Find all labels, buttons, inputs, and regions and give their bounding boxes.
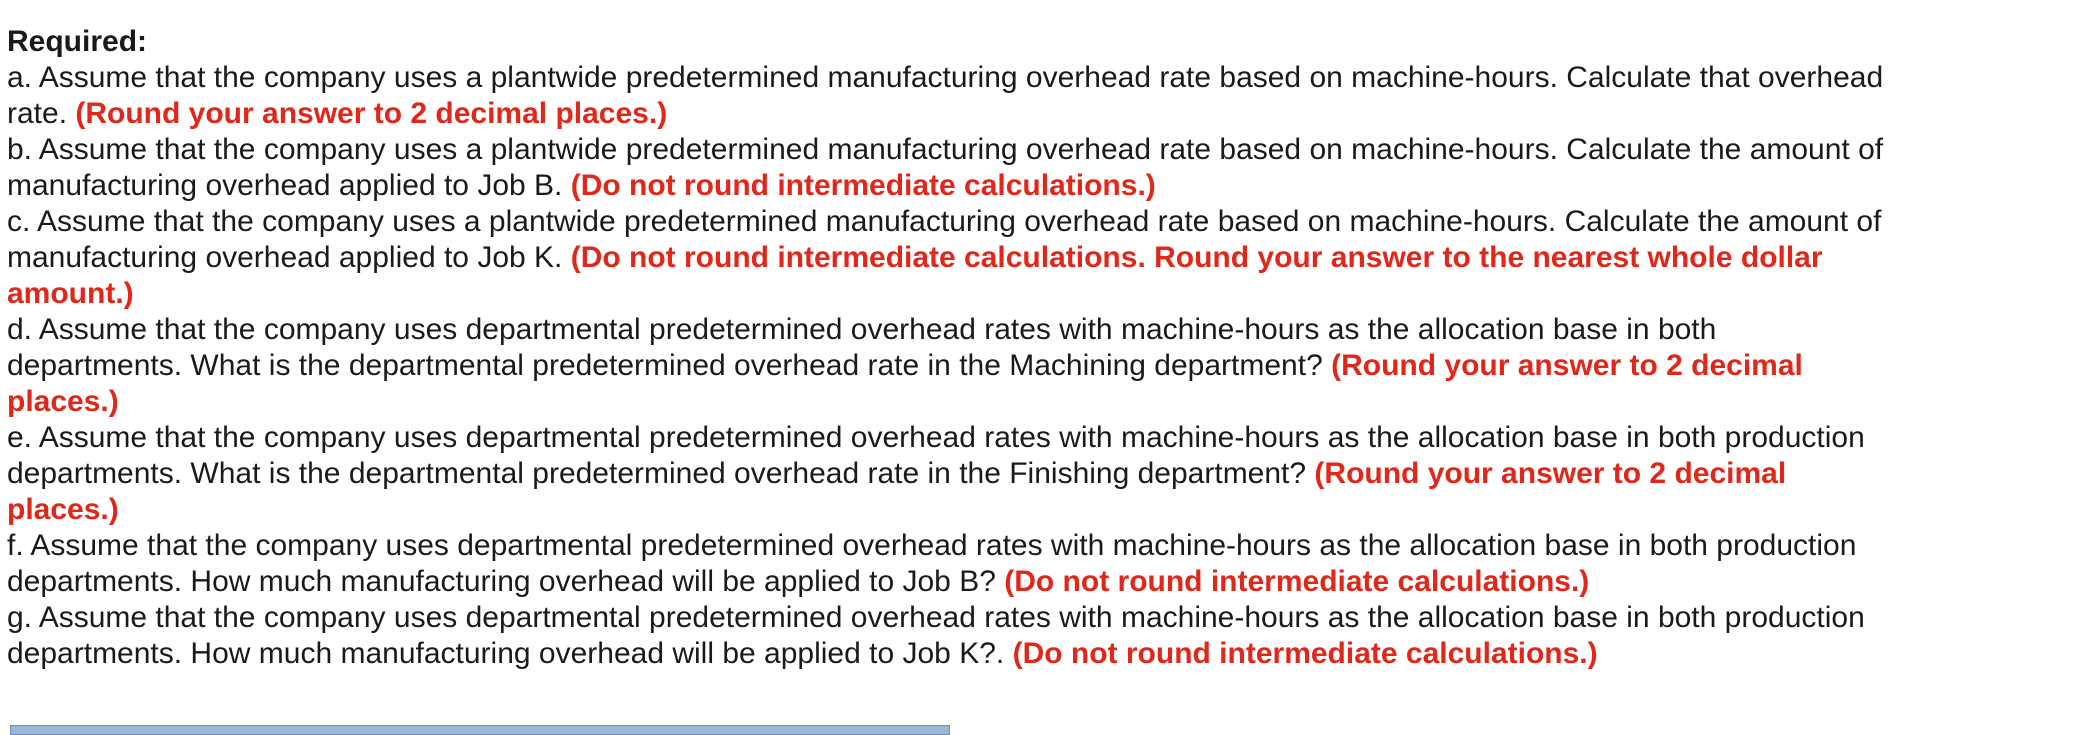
required-heading: Required: — [7, 25, 148, 58]
rounding-note: (Round your answer to 2 decimal places.) — [75, 97, 668, 130]
rounding-note: (Do not round intermediate calculations.) — [1004, 565, 1590, 598]
requirement-text: c. Assume that the company uses a plantwide predetermined manufacturing overhead rate based on machine-hours. Calculate the amount of manufacturing overhead applied to Job K. — [7, 205, 1882, 274]
requirement-a — [7, 60, 2077, 132]
answer-table-header — [10, 725, 950, 735]
requirement-text: d. Assume that the company uses departmental predetermined overhead rates with machine-hours as the allocation base in both departments. What is the departmental predetermined overhead rate in the Machining department? — [7, 313, 1717, 382]
requirement-b — [7, 132, 2077, 204]
rounding-note: (Do not round intermediate calculations.) — [1012, 637, 1598, 670]
requirement-text: e. Assume that the company uses departmental predetermined overhead rates with machine-hours as the allocation base in both production departments. What is the departmental predetermined overhead rate in the Finishing department? — [7, 421, 1865, 490]
requirements-list — [7, 60, 2077, 672]
rounding-note: (Round your answer to 2 decimal places.) — [7, 349, 1803, 418]
requirement-d — [7, 312, 2077, 420]
rounding-note: (Do not round intermediate calculations.) — [570, 169, 1156, 202]
requirement-text: a. Assume that the company uses a plantwide predetermined manufacturing overhead rate based on machine-hours. Calculate that overhead rate. — [7, 61, 1884, 130]
requirement-text: g. Assume that the company uses departmental predetermined overhead rates with machine-hours as the allocation base in both production departments. How much manufacturing overhead will be applied to Job K?. — [7, 601, 1865, 670]
requirement-e — [7, 420, 2077, 528]
requirement-text: b. Assume that the company uses a plantwide predetermined manufacturing overhead rate based on machine-hours. Calculate the amount of manufacturing overhead applied to Job B. — [7, 133, 1884, 202]
rounding-note: (Do not round intermediate calculations. Round your answer to the nearest whole dollar amount.) — [7, 241, 1823, 310]
requirement-c — [7, 204, 2077, 312]
requirement-text: f. Assume that the company uses departmental predetermined overhead rates with machine-hours as the allocation base in both production departments. How much manufacturing overhead will be applied to Job B? — [7, 529, 1857, 598]
rounding-note: (Round your answer to 2 decimal places.) — [7, 457, 1787, 526]
requirement-g — [7, 600, 2077, 672]
requirement-f — [7, 528, 2077, 600]
required-section — [7, 24, 2077, 672]
